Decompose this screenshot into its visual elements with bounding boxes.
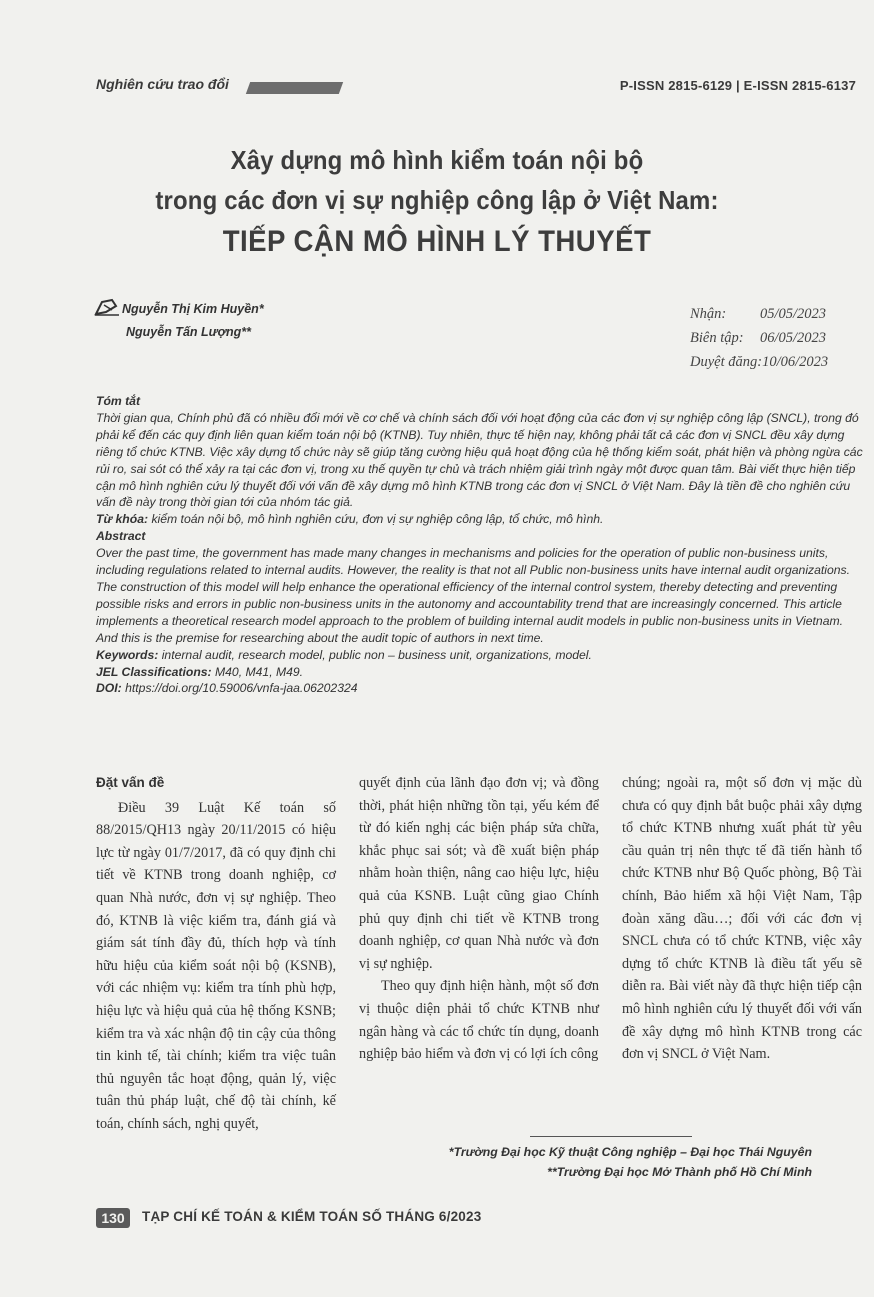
page-number: 130 bbox=[96, 1208, 130, 1228]
keywords-en-value: internal audit, research model, public non – business unit, organizations, model. bbox=[161, 647, 592, 662]
affiliation-footnotes bbox=[380, 1142, 812, 1182]
abstract-en-heading: Abstract bbox=[96, 529, 146, 544]
footnote-1: *Trường Đại học Kỹ thuật Công nghiệp – Đại học Thái Nguyên bbox=[448, 1145, 812, 1159]
body-paragraph: quyết định của lãnh đạo đơn vị; và đồng thời, phát hiện những tồn tại, yếu kém để từ đó kiến nghị các biện pháp sửa chữa, khắc phục sai sót; và đề xuất biện pháp nhằm hoàn thiện, nâng cao hiệu lực, hiệu quả của KSNB. Luật cũng giao Chính phủ quy định chi tiết về KTNB trong doanh nghiệp, cơ quan Nhà nước và đơn vị sự nghiệp. bbox=[359, 775, 599, 972]
date-edited-label: Biên tập: bbox=[690, 330, 744, 346]
date-edited-row bbox=[690, 326, 828, 350]
author-2: Nguyễn Tấn Lượng** bbox=[126, 325, 251, 339]
issn-label: P-ISSN 2815-6129 | E-ISSN 2815-6137 bbox=[619, 78, 856, 93]
keywords-en-label: Keywords: bbox=[96, 647, 159, 662]
keywords-vi-label: Từ khóa: bbox=[96, 512, 149, 527]
date-accepted-row bbox=[690, 350, 828, 374]
keywords-vi-value: kiểm toán nội bộ, mô hình nghiên cứu, đơn vị sự nghiệp công lập, tổ chức, mô hình. bbox=[151, 512, 604, 527]
jel-label: JEL Classifications: bbox=[96, 664, 212, 679]
body-paragraph: Điều 39 Luật Kế toán số 88/2015/QH13 ngày 20/11/2015 có hiệu lực từ ngày 01/7/2017, đã có quy định chi tiết về KTNB trong doanh nghiệp, cơ quan Nhà nước, đơn vị sự nghiệp. Theo đó, KTNB là việc kiểm tra, đánh giá và giám sát tính đầy đủ, thích hợp và tính hữu hiệu của kiểm soát nội bộ (KSNB), với các nhiệm vụ: kiểm tra tính phù hợp, hiệu lực và hiệu quả của hệ thống KSNB; kiểm tra và xác nhận độ tin cậy của thông tin kinh tế, tài chính; kiểm tra việc tuân thủ nguyên tắc hoạt động, quản lý, việc tuân thủ pháp luật, chế độ tài chính, kế toán, chính sách, nghị quyết, bbox=[96, 799, 336, 1132]
section-bar-decoration bbox=[246, 82, 343, 94]
author-list bbox=[94, 298, 264, 344]
abstract-vi-body: Thời gian qua, Chính phủ đã có nhiều đổi mới về cơ chế và chính sách đối với hoạt động của các đơn vị sự nghiệp công lập (SNCL), trong đó phải kể đến các quy định liên quan kiểm toán nội bộ (KTNB). Tuy nhiên, thực tế hiện nay, không phải tất cả các đơn vị SNCL đều xây dựng riêng tổ chức KTNB. Việc xây dựng tổ chức này sẽ giúp tăng cường hiệu quả hoạt động của hệ thống kiểm soát, phát hiện và phòng ngừa các rủi ro, sai sót có thể xảy ra tại các đơn vị, trong xu thế quyền tự chủ và trách nhiệm giải trình ngày một được quan tâm. Bài viết thực hiện tiếp cận mô hình nghiên cứu lý thuyết đối với vấn đề xây dựng mô hình KTNB trong các đơn vị SNCL ở Việt Nam. Đây là tiền đề cho nghiên cứu vấn đề này trong thời gian tới của nhóm tác giả. bbox=[96, 410, 863, 510]
date-received-row bbox=[690, 302, 828, 326]
title-line-3: TIẾP CẬN MÔ HÌNH LÝ THUYẾT bbox=[222, 225, 652, 258]
journal-name: TẠP CHÍ KẾ TOÁN & KIỂM TOÁN SỐ THÁNG 6/2023 bbox=[142, 1209, 482, 1224]
author-1: Nguyễn Thị Kim Huyền* bbox=[122, 302, 264, 316]
doi bbox=[96, 680, 864, 697]
body-column-2 bbox=[359, 772, 599, 1164]
keywords-vi bbox=[96, 511, 864, 528]
jel-value: M40, M41, M49. bbox=[215, 664, 304, 679]
body-columns bbox=[96, 772, 862, 1164]
date-accepted-value: 10/06/2023 bbox=[762, 354, 829, 370]
date-accepted-label: Duyệt đăng: bbox=[690, 354, 763, 370]
title-line-1: Xây dựng mô hình kiểm toán nội bộ bbox=[230, 145, 644, 175]
keywords-en bbox=[96, 647, 864, 664]
submission-dates bbox=[690, 302, 828, 374]
abstract-en-body: Over the past time, the government has made many changes in mechanisms and policies for the operation of public non-business units, including regulations related to internal audits. However, the reality is that not all Public non-business units have internal audit organizations. The construction of this model will help enhance the operational efficiency of the internal control system, thereby detecting and preventing possible risks and errors in public non-business units in the autonomy and accountability trend that are increasingly concerned. This article implements a theoretical research model approach to the problem of building internal audit models in public non-business units in Vietnam. And this is the premise for researching about the audit topic of authors in next time. bbox=[96, 546, 851, 645]
section-label: Nghiên cứu trao đổi bbox=[96, 76, 229, 92]
abstract-block bbox=[96, 393, 864, 697]
body-column-3 bbox=[622, 772, 862, 1164]
doi-link[interactable]: https://doi.org/10.59006/vnfa-jaa.06202324 bbox=[125, 681, 358, 696]
section-heading: Đặt vấn đề bbox=[96, 775, 165, 790]
title-line-2: trong các đơn vị sự nghiệp công lập ở Việt Nam: bbox=[155, 185, 719, 215]
pen-writing-icon bbox=[94, 298, 120, 316]
body-paragraph: chúng; ngoài ra, một số đơn vị mặc dù chưa có quy định bắt buộc phải xây dựng tổ chức KTNB nhưng xuất phát từ yêu cầu quản trị nên thực tế đã tiến hành tổ chức KTNB như Bộ Quốc phòng, Bộ Tài chính, Bảo hiểm xã hội Việt Nam, Tập đoàn xăng dầu…; đối với các đơn vị SNCL chưa có tổ chức KTNB, việc xây dựng tổ chức KTNB là điều tất yếu sẽ diễn ra. Bài viết này đã thực hiện tiếp cận mô hình nghiên cứu lý thuyết đối với vấn đề xây dựng mô hình KTNB trong các đơn vị SNCL ở Việt Nam. bbox=[622, 775, 862, 1063]
footnote-2: **Trường Đại học Mở Thành phố Hồ Chí Minh bbox=[547, 1165, 812, 1179]
date-received-value: 05/05/2023 bbox=[760, 306, 827, 322]
author-row-1 bbox=[94, 298, 264, 321]
body-paragraph: Theo quy định hiện hành, một số đơn vị thuộc diện phải tổ chức KTNB như ngân hàng và các tổ chức tín dụng, doanh nghiệp bảo hiểm và đơn vị có lợi ích công bbox=[359, 978, 599, 1063]
article-title bbox=[0, 140, 874, 262]
footnote-divider bbox=[530, 1136, 692, 1137]
abstract-vi-heading: Tóm tắt bbox=[96, 394, 141, 408]
doi-label: DOI: bbox=[96, 681, 122, 696]
body-column-1 bbox=[96, 772, 336, 1164]
jel-classifications bbox=[96, 664, 864, 681]
date-received-label: Nhận: bbox=[690, 306, 727, 322]
date-edited-value: 06/05/2023 bbox=[760, 330, 827, 346]
